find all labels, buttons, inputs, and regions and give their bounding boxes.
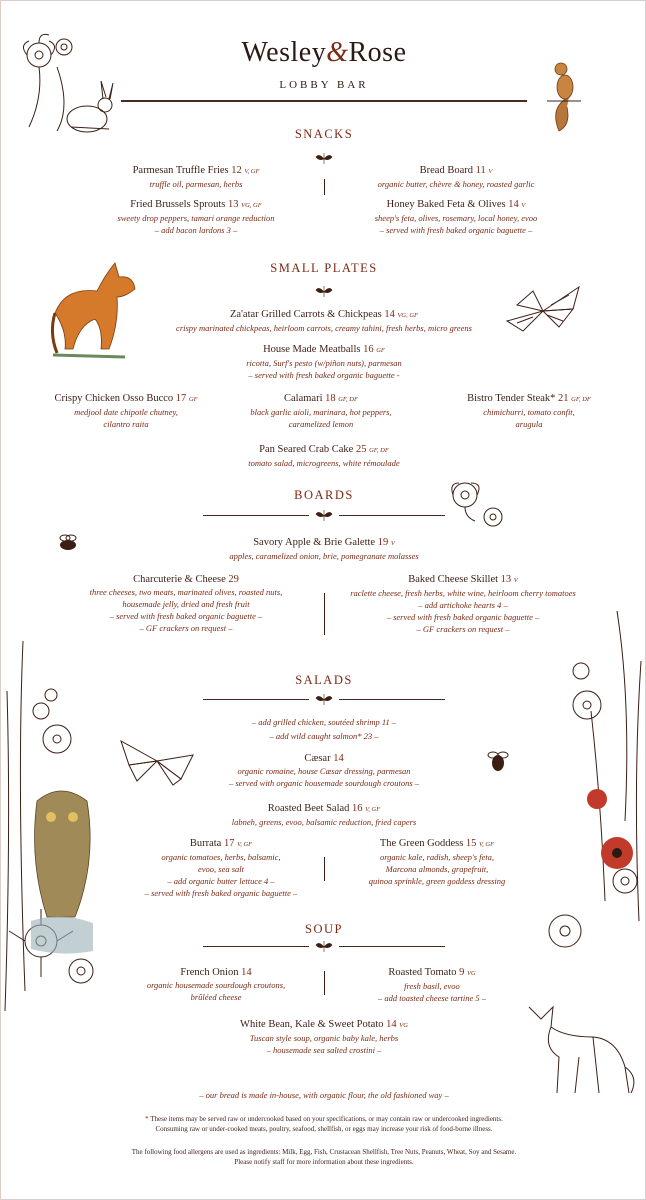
item-addon: – served with fresh baked organic baguette -	[248, 370, 400, 380]
menu-item-truffle-fries	[91, 164, 301, 190]
column-divider	[324, 179, 325, 195]
menu-item-apple-brie-galette	[141, 536, 507, 562]
item-description-2: arugula	[515, 419, 543, 429]
item-addon: – add bacon lardons 3 –	[154, 225, 238, 235]
owl-wildflower-illustration	[1, 631, 141, 1031]
dietary-tags: V	[521, 202, 526, 209]
menu-item-roasted-tomato	[347, 966, 517, 1004]
item-description-2: caramelized lemon	[288, 419, 354, 429]
allergen-line-2: Please notify staff for more information about these ingredients.	[234, 1158, 414, 1166]
item-addon-2: – GF crackers on request –	[139, 623, 233, 633]
divider-left	[203, 515, 309, 516]
item-price: 14	[333, 753, 344, 764]
item-price: 12	[231, 165, 242, 176]
dietary-tags: VG	[399, 1022, 408, 1029]
item-description: organic tomatoes, herbs, balsamic,	[161, 852, 281, 862]
item-price: 29	[228, 574, 239, 585]
item-name: Roasted Beet Salad	[267, 803, 350, 814]
item-addon: – add artichoke hearts 4 –	[418, 600, 508, 610]
raw-food-disclaimer	[41, 1114, 607, 1134]
item-name: French Onion	[180, 967, 239, 978]
disclaimer-line-2: Consuming raw or under-cooked meats, poultry, seafood, shellfish, or eggs may increase your risk of food-borne illness.	[155, 1125, 493, 1133]
brand-name-left: Wesley	[241, 37, 327, 68]
item-price: 19	[377, 537, 389, 548]
item-description: black garlic aioli, marinara, hot peppers,	[250, 407, 392, 417]
item-price: 16	[363, 344, 374, 355]
fleuron-icon	[315, 692, 333, 706]
divider-left	[203, 946, 309, 947]
item-price: 25	[355, 444, 367, 455]
item-description: Tuscan style soup, organic baby kale, herbs	[249, 1033, 399, 1043]
dietary-tags: GF, DF	[338, 396, 358, 403]
item-price: 16	[352, 803, 363, 814]
item-addon-2: – served with fresh baked organic baguette –	[144, 888, 298, 898]
item-description: tomato salad, microgreens, white rémoulade	[248, 458, 400, 468]
item-name: The Green Goddess	[379, 838, 464, 849]
menu-item-grilled-carrots	[121, 308, 527, 334]
menu-item-baked-feta	[331, 198, 581, 236]
column-divider	[324, 971, 325, 995]
item-price: 15	[465, 838, 477, 849]
column-divider	[324, 857, 325, 881]
dietary-tags: VG, GF	[241, 202, 262, 209]
allergen-notice	[41, 1147, 607, 1167]
item-price: 9	[459, 967, 465, 978]
column-divider	[324, 593, 325, 635]
menu-item-caesar	[181, 752, 467, 789]
item-name: Pan Seared Crab Cake	[259, 444, 354, 455]
menu-item-calamari	[221, 392, 421, 430]
brand-ampersand: &	[326, 37, 349, 68]
item-price: 14	[241, 967, 252, 978]
item-addon: – served with organic housemade sourdough croutons –	[228, 778, 420, 788]
item-description: apples, caramelized onion, brie, pomegranate molasses	[229, 551, 419, 561]
section-title-small-plates: SMALL PLATES	[270, 261, 378, 275]
section-title-boards: BOARDS	[294, 488, 354, 502]
item-name: Bread Board	[419, 165, 473, 176]
item-description: organic housemade sourdough croutons,	[146, 980, 286, 990]
item-price: 13	[500, 574, 512, 585]
item-name: House Made Meatballs	[263, 344, 361, 355]
divider-left	[203, 699, 309, 700]
item-name: Roasted Tomato	[388, 967, 457, 978]
menu-item-burrata	[131, 837, 311, 899]
item-description-3: quinoa sprinkle, green goddess dressing	[368, 876, 506, 886]
item-price: 11	[475, 165, 486, 176]
dietary-tags: V	[488, 168, 493, 175]
item-description-2: cilantro raita	[103, 419, 149, 429]
item-name: Burrata	[189, 838, 222, 849]
item-price: 14	[384, 309, 395, 320]
section-title-salads: SALADS	[295, 673, 353, 687]
menu-item-green-goddess	[337, 837, 537, 887]
item-addon: – housemade sea salted crostini –	[266, 1045, 382, 1055]
item-description: chimichurri, tomato confit,	[483, 407, 575, 417]
menu-item-charcuterie	[61, 573, 311, 634]
item-name: Cæsar	[304, 753, 331, 764]
item-price: 21	[558, 393, 569, 404]
item-description: raclette cheese, fresh herbs, white wine, heirloom cherry tomatoes	[350, 588, 576, 598]
dietary-tags: VG, GF	[397, 312, 419, 319]
section-title-soup: SOUP	[305, 922, 343, 936]
item-description: organic kale, radish, sheep's feta,	[379, 852, 495, 862]
dietary-tags: V	[390, 540, 395, 547]
disclaimer-line-1: These items may be served raw or undercooked based on your specifications, or may contain raw or undercooked ingredients.	[150, 1115, 503, 1123]
item-name: Charcuterie & Cheese	[133, 574, 226, 585]
item-name: Crispy Chicken Osso Bucco	[54, 393, 174, 404]
item-price: 13	[228, 199, 239, 210]
item-addon: – served with fresh baked organic baguette –	[109, 611, 263, 621]
item-description: organic butter, chèvre & honey, roasted garlic	[377, 179, 535, 189]
fleuron-icon	[315, 151, 333, 165]
divider-right	[339, 515, 445, 516]
item-price: 17	[175, 393, 187, 404]
dietary-tags: V, GF	[244, 168, 260, 175]
item-description: crispy marinated chickpeas, heirloom carrots, creamy tahini, fresh herbs, micro greens	[176, 323, 472, 333]
menu-item-brussels-sprouts	[91, 198, 301, 236]
bee-icon	[55, 533, 81, 553]
dietary-tags: GF, DF	[369, 447, 389, 454]
dietary-tags: V, GF	[479, 841, 495, 848]
item-price: 14	[386, 1019, 397, 1030]
item-name: Parmesan Truffle Fries	[132, 165, 229, 176]
dietary-tags: VG	[467, 970, 476, 977]
dietary-tags: GF, DF	[571, 396, 591, 403]
menu-item-roasted-beet	[181, 802, 467, 828]
item-name: Baked Cheese Skillet	[408, 574, 499, 585]
menu-item-bread-board	[331, 164, 581, 190]
bee-icon-right	[485, 749, 511, 773]
divider-right	[339, 946, 445, 947]
dietary-tags: GF	[188, 396, 198, 403]
item-description-2: evoo, sea salt	[197, 864, 245, 874]
item-name: Bistro Tender Steak*	[467, 393, 556, 404]
item-description-2: housemade jelly, dried and fresh fruit	[122, 599, 250, 609]
item-description: sweety drop peppers, tamari orange reduction	[117, 213, 275, 223]
menu-item-meatballs	[161, 343, 487, 381]
item-addon: – add toasted cheese tartine 5 –	[377, 993, 487, 1003]
brand-name	[1, 37, 646, 69]
item-price: 17	[223, 838, 235, 849]
allergen-line-1: The following food allergens are used as ingredients: Milk, Egg, Fish, Crustacean Shellfish, Tree Nuts, Peanuts, Wheat, Soy and Sesame.	[131, 1148, 517, 1156]
item-description: three cheeses, two meats, marinated olives, roasted nuts,	[89, 587, 283, 597]
menu-item-tender-steak	[441, 392, 617, 430]
menu-item-osso-bucco	[41, 392, 211, 430]
item-description: ricotta, Surf's pesto (w/piñon nuts), parmesan	[246, 358, 402, 368]
section-title-snacks: SNACKS	[294, 127, 354, 141]
item-addon: – served with fresh baked organic baguette –	[379, 225, 533, 235]
menu-item-white-bean-soup	[181, 1018, 467, 1056]
item-name: Calamari	[284, 393, 323, 404]
divider-right	[339, 699, 445, 700]
dietary-tags: GF	[376, 347, 385, 354]
item-description: sheep's feta, olives, rosemary, local honey, evoo	[374, 213, 538, 223]
item-description-2: brûléed cheese	[190, 992, 242, 1002]
item-description: fresh basil, evoo	[404, 981, 460, 991]
item-name: Savory Apple & Brie Galette	[253, 537, 376, 548]
wild-rose-illustration	[445, 477, 511, 533]
item-description: medjool date chipotle chutney,	[74, 407, 178, 417]
bread-note: – our bread is made in-house, with organic flour, the old fashioned way –	[199, 1090, 449, 1100]
item-name: Za'atar Grilled Carrots & Chickpeas	[229, 309, 382, 320]
item-name: White Bean, Kale & Sweet Potato	[240, 1019, 384, 1030]
brand-name-right: Rose	[348, 37, 407, 68]
item-name: Fried Brussels Sprouts	[130, 199, 226, 210]
dietary-tags: V, GF	[237, 841, 253, 848]
item-description: truffle oil, parmesan, herbs	[149, 179, 243, 189]
fox-sketch-illustration	[519, 997, 639, 1097]
item-price: 18	[325, 393, 336, 404]
item-addon-3: – GF crackers on request –	[416, 624, 510, 634]
item-price: 14	[508, 199, 519, 210]
header-divider	[121, 100, 527, 102]
item-description: labneh, greens, evoo, balsamic reduction, fried capers	[231, 817, 417, 827]
fleuron-icon	[315, 939, 333, 953]
menu-item-crab-cake	[161, 443, 487, 469]
item-name: Honey Baked Feta & Olives	[386, 199, 506, 210]
item-addon-2: – served with fresh baked organic baguette –	[386, 612, 540, 622]
salad-addon-chicken-shrimp: – add grilled chicken, soutéed shrimp 11 –	[251, 717, 397, 727]
menu-item-cheese-skillet	[333, 573, 593, 635]
menu-item-french-onion	[121, 966, 311, 1003]
dietary-tags: V	[513, 577, 518, 584]
item-addon: – add organic butter lettuce 4 –	[167, 876, 275, 886]
item-description-2: Marcona almonds, grapefruit,	[385, 864, 489, 874]
dietary-tags: V, GF	[365, 806, 381, 813]
item-description: organic romaine, house Cæsar dressing, parmesan	[237, 766, 411, 776]
fleuron-icon	[315, 508, 333, 522]
poppy-wildflower-illustration	[521, 601, 646, 1001]
fleuron-icon	[315, 284, 333, 298]
asterisk: *	[145, 1115, 149, 1123]
salad-addon-salmon: – add wild caught salmon* 23 –	[269, 731, 379, 741]
brand-subtitle: LOBBY BAR	[279, 79, 369, 91]
